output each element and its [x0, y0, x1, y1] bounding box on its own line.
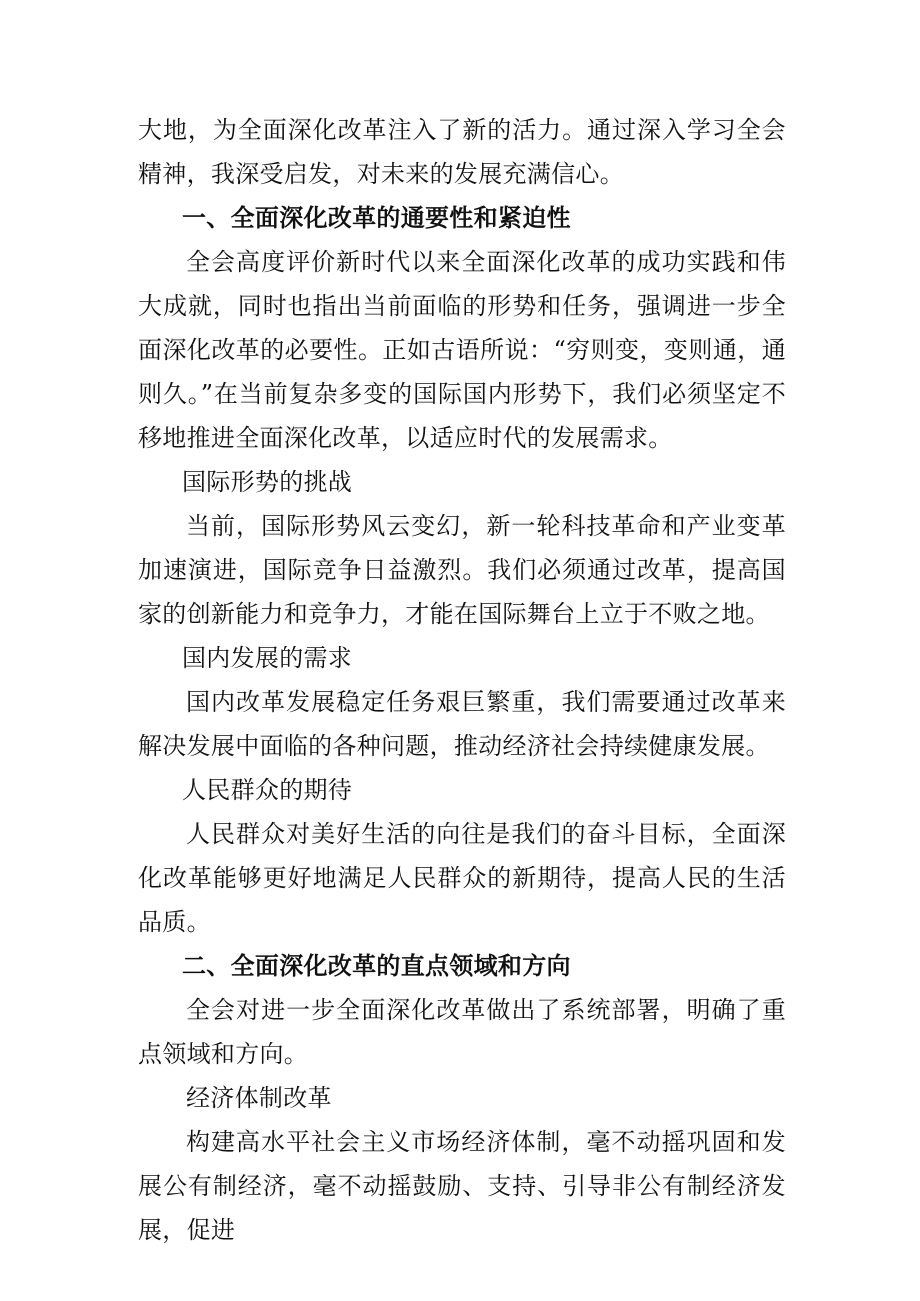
paragraph-section1-intro: 全会高度评价新时代以来全面深化改革的成功实践和伟大成就，同时也指出当前面临的形势和任务，强调进一步全面深化改革的必要性。正如古语所说：“穷则变，变则通，通则久。”在当前复杂多变的国际国内形势下，我们必须坚定不移地推进全面深化改革，以适应时代的发展需求。	[138, 248, 786, 452]
paragraph-section2-intro: 全会对进一步全面深化改革做出了系统部署，明确了重点领域和方向。	[138, 996, 786, 1068]
subheading-international-challenge: 国际形势的挑战	[182, 468, 353, 496]
section-heading-2: 二、全面深化改革的直点领域和方向	[182, 951, 571, 980]
paragraph-domestic-needs: 国内改革发展稳定任务艰巨繁重，我们需要通过改革来解决发展中面临的各种问题，推动经济社会持续健康发展。	[138, 688, 786, 760]
paragraph-economic-reform: 构建高水平社会主义市场经济体制，毫不动摇巩固和发展公有制经济，毫不动摇鼓励、支持、引导非公有制经济发展，促进	[138, 1128, 786, 1244]
subheading-public-expectations: 人民群众的期待	[182, 776, 353, 804]
subheading-economic-reform: 经济体制改革	[186, 1084, 332, 1112]
subheading-domestic-needs: 国内发展的需求	[182, 644, 353, 672]
section-heading-1: 一、全面深化改革的通要性和紧迫性	[182, 203, 571, 232]
document-body	[138, 108, 786, 1252]
paragraph-public-expectations: 人民群众对美好生活的向往是我们的奋斗目标，全面深化改革能够更好地满足人民群众的新期待，提高人民的生活品质。	[138, 820, 786, 936]
paragraph-intro-continuation: 大地，为全面深化改革注入了新的活力。通过深入学习全会精神，我深受启发，对未来的发展充满信心。	[138, 116, 786, 188]
paragraph-international-challenge: 当前，国际形势风云变幻，新一轮科技革命和产业变革加速演进，国际竞争日益激烈。我们必须通过改革，提高国家的创新能力和竞争力，才能在国际舞台上立于不败之地。	[138, 512, 786, 628]
